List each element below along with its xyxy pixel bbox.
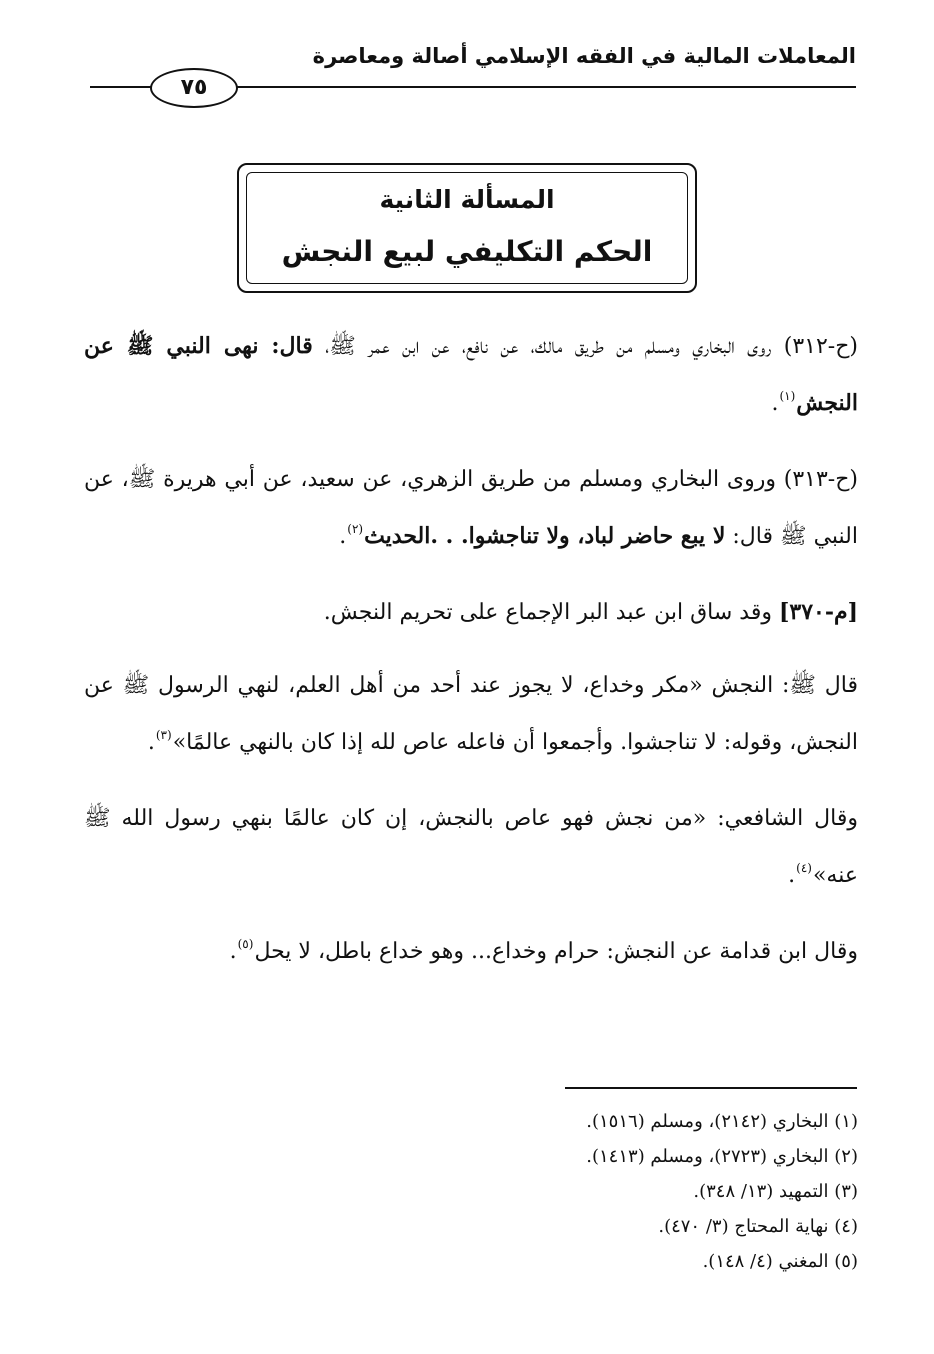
section-title-box [237,163,697,293]
footnote: (٥) المغني (٤/ ١٤٨). [702,1251,858,1272]
text-run: وقال الشافعي: «من نجش فهو عاص بالنجش، إن كان عالمًا بنهي رسول الله ﷺ عنه» [84,806,858,888]
paragraph [84,451,858,568]
footnote: (٢) البخاري (٢٧٢٣)، ومسلم (١٤١٣). [586,1146,858,1167]
text-run: . [771,391,779,416]
text-run: وقد ساق ابن عبد البر الإجماع على تحريم النجش. [323,600,779,625]
bold-text-run: لا يبع حاضر لباد، ولا تناجشوا. . .الحديث [364,523,726,549]
text-run: (ح-٣١٢) روى البخاري ومسلم من طريق مالك، عن نافع، عن ابن عمر ﷺ، [312,334,858,359]
issue-number: [م-٣٧٠] [778,599,858,625]
footnotes [78,1104,858,1279]
text-run: . [229,939,237,964]
paragraph [84,790,858,907]
text-run: (ح-٣١٣) وروى البخاري ومسلم من طريق الزهري، عن سعيد، عن أبي هريرة ﷺ، عن النبي ﷺ قال: [84,467,858,549]
footnote: (١) البخاري (٢١٤٢)، ومسلم (١٥١٦). [586,1111,858,1132]
footnote: (٤) نهاية المحتاج (٣/ ٤٧٠). [658,1216,858,1237]
section-number-heading: المسألة الثانية [379,185,555,214]
body-text [84,318,858,999]
paragraph [84,584,858,641]
paragraph [84,657,858,774]
paragraph [84,318,858,435]
text-run: قال ﷺ: النجش «مكر وخداع، لا يجوز عند أحد من أهل العلم، لنهي الرسول ﷺ عن النجش، وقوله: لا تناجشوا. وأجمعوا أن فاعله عاص لله إذا كان بالنهي عالمًا» [84,673,858,755]
section-title-heading: الحكم التكليفي لبيع النجش [281,235,653,268]
footnote-marker: (١) [779,389,796,403]
text-run: . [339,524,347,549]
bold-text-run: قال: نهى النبي ﷺ عن النجش [84,333,858,416]
page-number-badge: ٧٥ [150,68,238,108]
footnote-marker: (٣) [155,728,172,742]
text-run: وقال ابن قدامة عن النجش: حرام وخداع... وهو خداع باطل، لا يحل [254,939,858,964]
text-run: . [788,863,796,888]
footnote-marker: (٢) [347,522,364,536]
footnote: (٣) التمهيد (١٣/ ٣٤٨). [693,1181,858,1202]
paragraph [84,923,858,983]
footnote-marker: (٤) [796,861,812,875]
running-header-title: المعاملات المالية في الفقه الإسلامي أصالة ومعاصرة [312,44,856,68]
text-run: . [147,730,155,755]
footnote-marker: (٥) [237,937,254,951]
footnote-separator [565,1087,857,1089]
